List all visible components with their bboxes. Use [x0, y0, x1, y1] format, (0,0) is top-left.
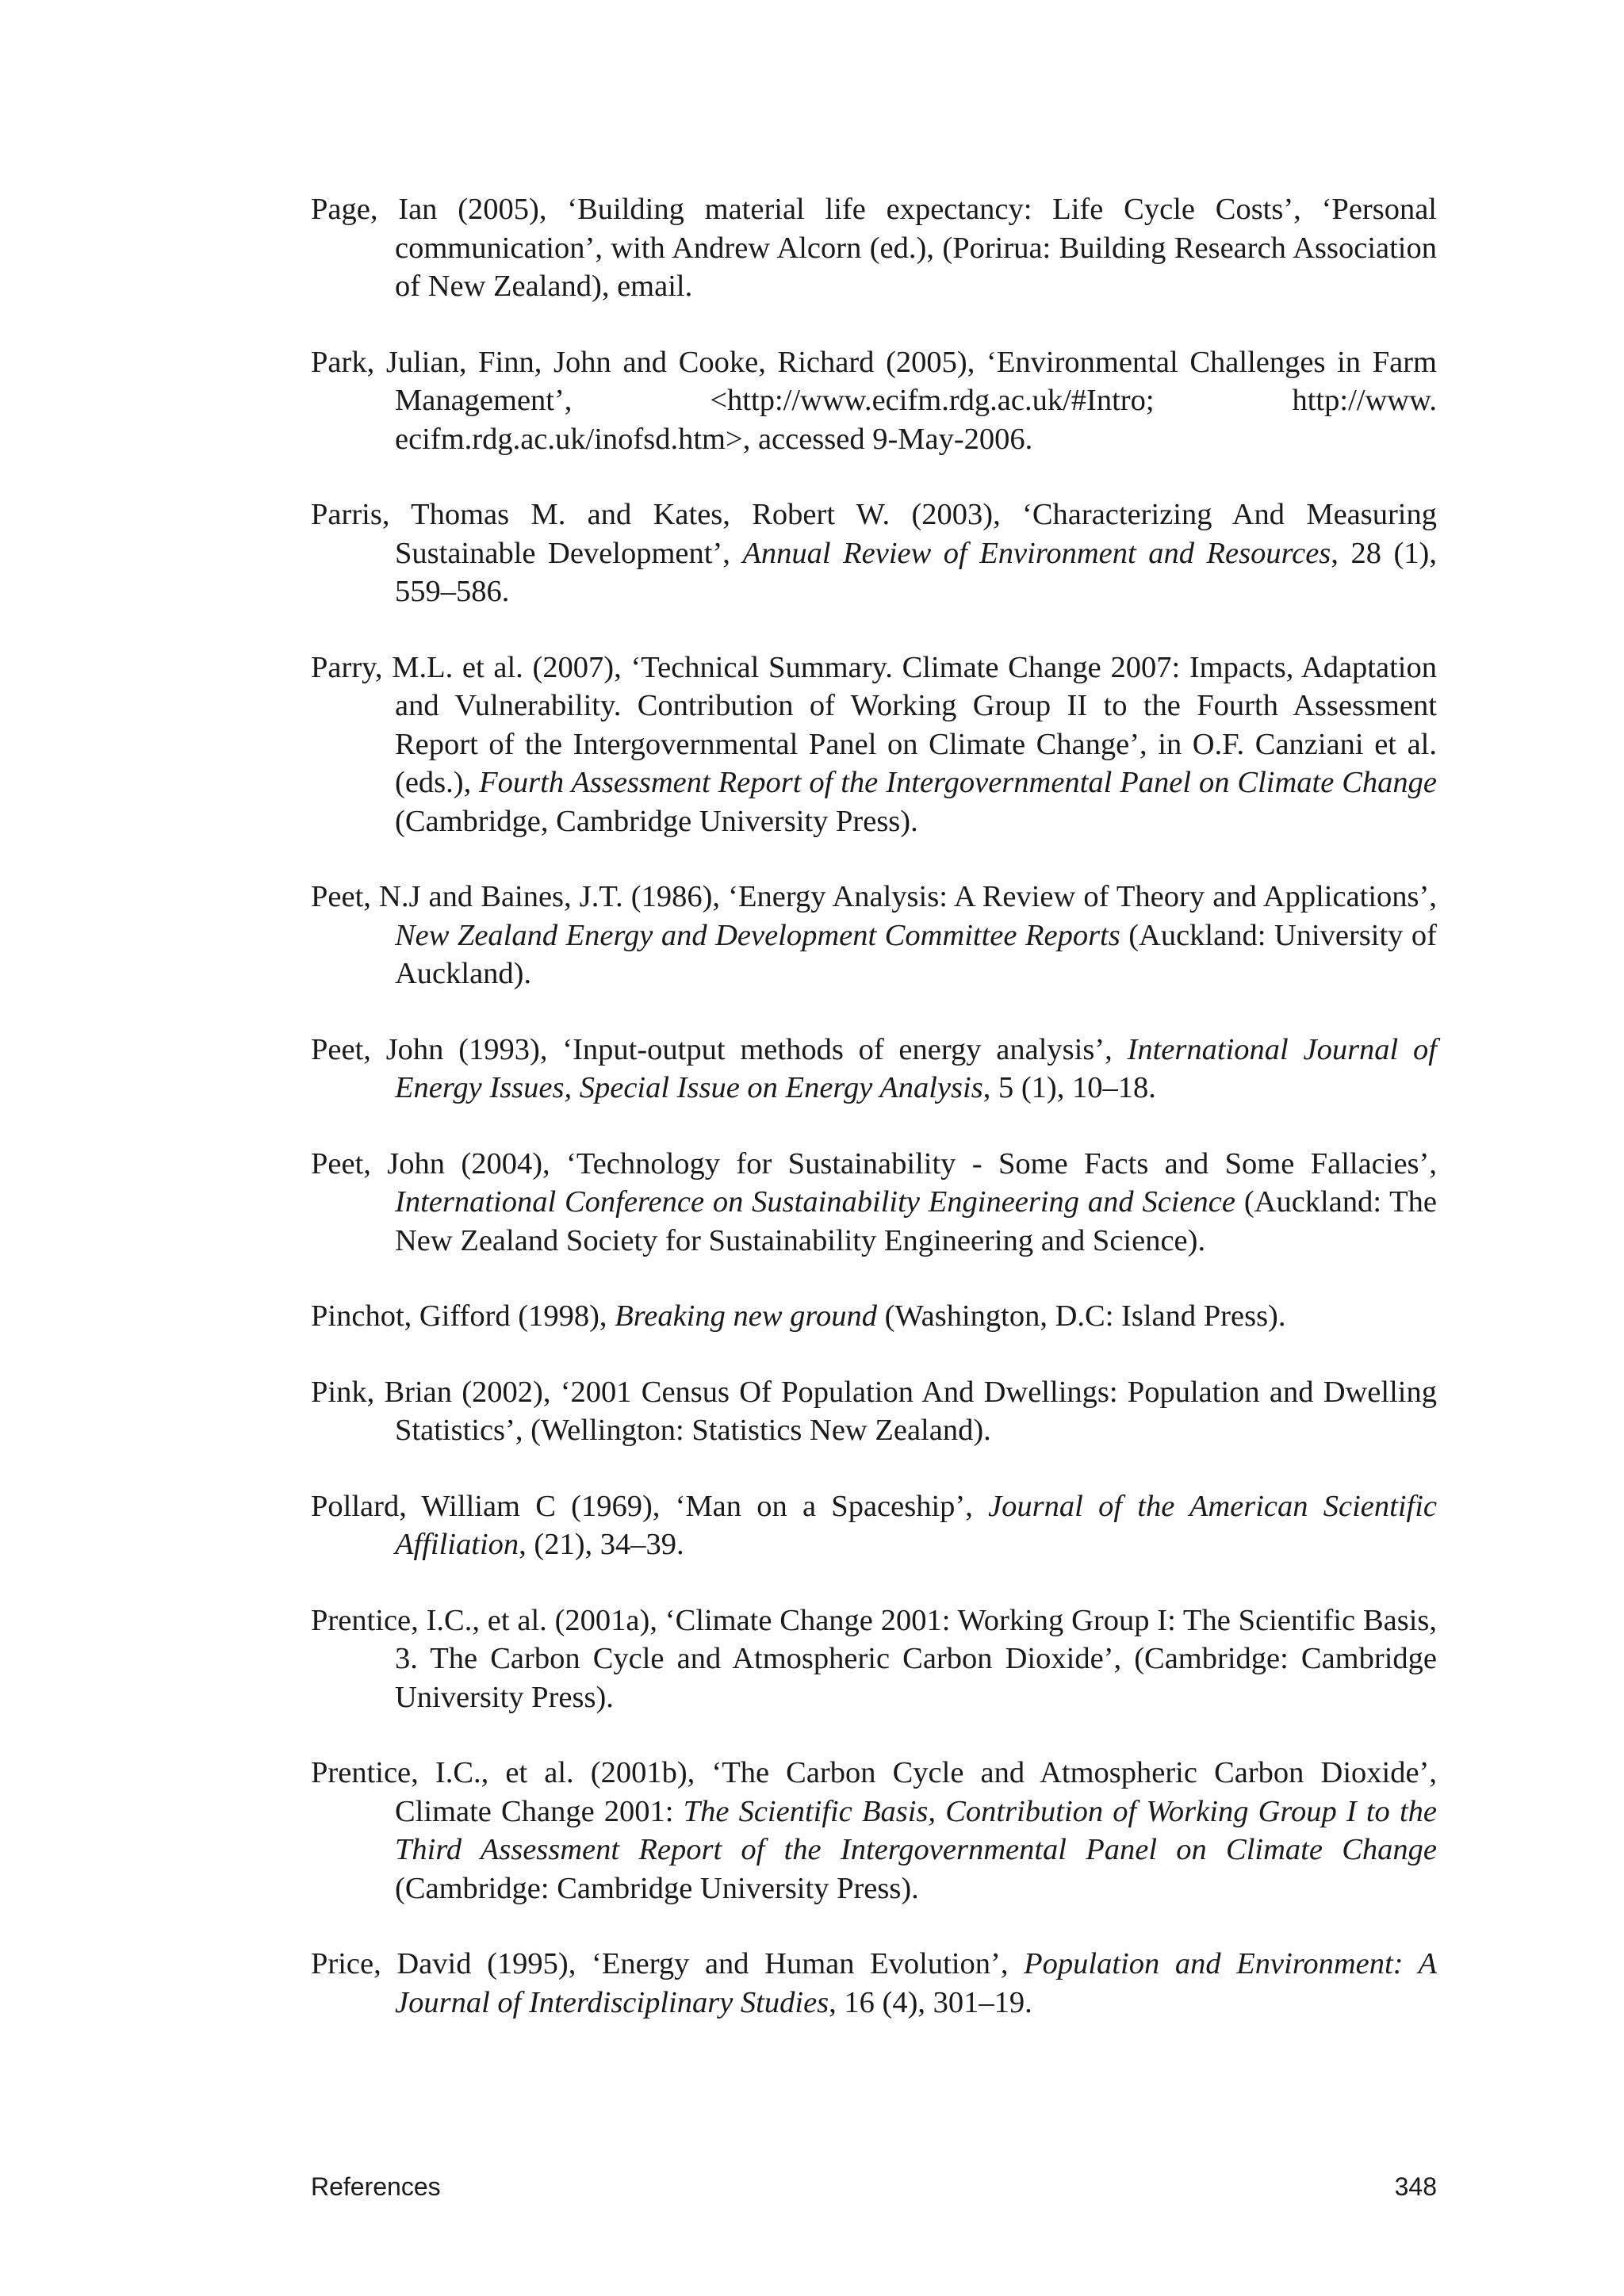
- reference-text: Pollard, William C (1969), ‘Man on a Spaceship’,: [311, 1489, 989, 1523]
- reference-text: , 16 (4), 301–19.: [829, 1985, 1032, 2019]
- reference-text: Prentice, I.C., et al. (2001b), ‘The Carbon Cycle and Atmospheric Carbon Dioxide’, Climate Change 2001:: [311, 1756, 1437, 1828]
- reference-text: (Washington, D.C: Island Press).: [876, 1299, 1286, 1333]
- reference-title: New Zealand Energy and Development Committee Reports: [395, 918, 1120, 952]
- reference-entry: [311, 1945, 1437, 2022]
- reference-entry: [311, 1601, 1437, 1717]
- reference-entry: [311, 1754, 1437, 1908]
- reference-title: Breaking new ground: [615, 1299, 877, 1333]
- reference-text: Park, Julian, Finn, John and Cooke, Richard (2005), ‘Environmental Challenges in Farm Management’, <http://www.ecifm.rdg.ac.uk/#Intro; http://www. ecifm.rdg.ac.uk/inofsd.htm>, accessed 9-May-2006.: [311, 345, 1437, 456]
- reference-text: Price, David (1995), ‘Energy and Human Evolution’,: [311, 1947, 1025, 1980]
- reference-entry: [311, 343, 1437, 459]
- reference-entry: [311, 1373, 1437, 1450]
- reference-entry: [311, 1145, 1437, 1261]
- reference-entry: [311, 649, 1437, 841]
- reference-title: International Conference on Sustainability Engineering and Science: [395, 1185, 1235, 1219]
- footer-section-label: References: [311, 2172, 441, 2201]
- reference-title: Journal of the American Scientific Affiliation: [395, 1489, 1437, 1561]
- reference-text: (Cambridge: Cambridge University Press).: [395, 1871, 919, 1905]
- reference-text: (Auckland: University of Auckland).: [395, 918, 1437, 990]
- reference-title: Annual Review of Environment and Resources: [742, 536, 1331, 570]
- reference-entry: [311, 190, 1437, 306]
- reference-text: Parry, M.L. et al. (2007), ‘Technical Summary. Climate Change 2007: Impacts, Adaptation and Vulnerability. Contribution of Working Group II to the Fourth Assessment Report of the Intergovernmental Panel on Climate Change’, in O.F. Canziani et al. (eds.),: [311, 650, 1437, 799]
- reference-text: , (21), 34–39.: [519, 1528, 684, 1561]
- reference-entry: [311, 496, 1437, 611]
- reference-text: Page, Ian (2005), ‘Building material life expectancy: Life Cycle Costs’, ‘Personal communication’, with Andrew Alcorn (ed.), (Porirua: Building Research Association of New Zealand), email.: [311, 193, 1437, 303]
- reference-text: Prentice, I.C., et al. (2001a), ‘Climate Change 2001: Working Group I: The Scientific Basis, 3. The Carbon Cycle and Atmospheric Carbon Dioxide’, (Cambridge: Cambridge University Press).: [311, 1603, 1437, 1714]
- reference-text: (Cambridge, Cambridge University Press).: [395, 804, 918, 838]
- reference-text: Pink, Brian (2002), ‘2001 Census Of Population And Dwellings: Population and Dwelling Statistics’, (Wellington: Statistics New Zealand).: [311, 1375, 1437, 1447]
- reference-text: Parris, Thomas M. and Kates, Robert W. (2003), ‘Characterizing And Measuring Sustainable Development’,: [311, 498, 1437, 570]
- reference-text: (Auckland: The New Zealand Society for Sustainability Engineering and Science).: [395, 1185, 1437, 1257]
- page-number: 348: [1394, 2172, 1437, 2201]
- reference-text: , 5 (1), 10–18.: [982, 1071, 1156, 1104]
- reference-title: International Journal of Energy Issues, Special Issue on Energy Analysis: [395, 1032, 1437, 1104]
- reference-text: Peet, John (1993), ‘Input-output methods of energy analysis’,: [311, 1032, 1128, 1066]
- reference-text: Peet, N.J and Baines, J.T. (1986), ‘Energy Analysis: A Review of Theory and Applications’,: [311, 880, 1437, 913]
- reference-entry: [311, 1297, 1437, 1336]
- page-footer: [311, 2172, 1437, 2202]
- reference-entry: [311, 878, 1437, 993]
- reference-text: , 28 (1), 559–586.: [395, 536, 1437, 608]
- reference-list: [311, 190, 1437, 2059]
- reference-title: Population and Environment: A Journal of Interdisciplinary Studies: [395, 1947, 1437, 2019]
- reference-text: Pinchot, Gifford (1998),: [311, 1299, 615, 1333]
- reference-entry: [311, 1031, 1437, 1108]
- reference-entry: [311, 1487, 1437, 1564]
- reference-title: Fourth Assessment Report of the Intergovernmental Panel on Climate Change: [479, 766, 1437, 799]
- reference-text: Peet, John (2004), ‘Technology for Sustainability - Some Facts and Some Fallacies’,: [311, 1146, 1437, 1181]
- reference-title: The Scientific Basis, Contribution of Working Group I to the Third Assessment Report of the Intergovernmental Panel on Climate Change: [395, 1794, 1437, 1866]
